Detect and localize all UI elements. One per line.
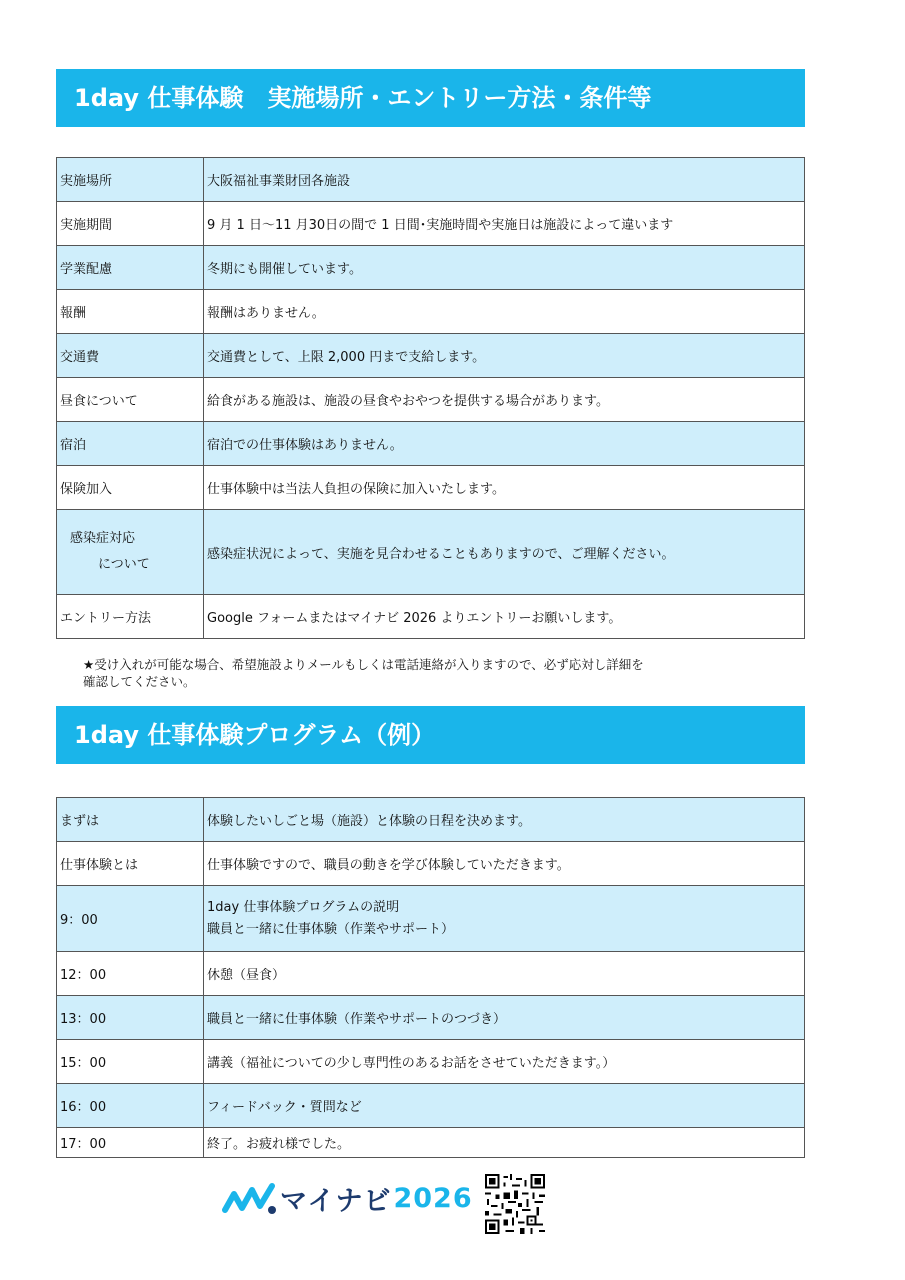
notice-line1: ★受け入れが可能な場合、希望施設よりメールもしくは電話連絡が入りますので、必ず応対し詳細を xyxy=(83,657,644,672)
row-value: 9 月 1 日～11 月30日の間で 1 日間･実施時間や実施日は施設によって違います xyxy=(204,202,805,246)
row-value: 講義（福祉についての少し専門性のあるお話をさせていただきます。） xyxy=(204,1040,805,1084)
conditions-table xyxy=(56,157,805,639)
table-row xyxy=(57,334,805,378)
row-label xyxy=(57,510,204,595)
row-label: 宿泊 xyxy=(57,422,204,466)
logo-year: 2026 xyxy=(393,1182,473,1214)
mynavi-logo xyxy=(222,1178,473,1218)
table-row xyxy=(57,466,805,510)
row-label: 実施場所 xyxy=(57,158,204,202)
row-value-line1: 1day 仕事体験プログラムの説明 xyxy=(207,899,400,915)
row-value: 報酬はありません。 xyxy=(204,290,805,334)
qr-code-icon xyxy=(485,1174,545,1234)
row-label: 実施期間 xyxy=(57,202,204,246)
table-row xyxy=(57,1084,805,1128)
row-label: 報酬 xyxy=(57,290,204,334)
section2-title-banner xyxy=(56,706,805,764)
row-label: まずは xyxy=(57,798,204,842)
row-label: 9：00 xyxy=(57,886,204,952)
row-value: 終了。お疲れ様でした。 xyxy=(204,1128,805,1158)
row-label: 15：00 xyxy=(57,1040,204,1084)
row-value: 休憩（昼食） xyxy=(204,952,805,996)
table-row xyxy=(57,158,805,202)
row-label-line2: について xyxy=(98,557,150,572)
row-value: 給食がある施設は、施設の昼食やおやつを提供する場合があります。 xyxy=(204,378,805,422)
logo-text: マイナビ xyxy=(280,1185,392,1217)
notice-line2: 確認してください。 xyxy=(83,674,196,689)
table-row xyxy=(57,798,805,842)
row-label-line1: 感染症対応 xyxy=(70,531,136,546)
table-row xyxy=(57,378,805,422)
row-label: 学業配慮 xyxy=(57,246,204,290)
row-value: フィードバック・質問など xyxy=(204,1084,805,1128)
row-value: 職員と一緒に仕事体験（作業やサポートのつづき） xyxy=(204,996,805,1040)
table-row xyxy=(57,290,805,334)
section1-title: 1day 仕事体験 実施場所・エントリー方法・条件等 xyxy=(74,84,652,112)
row-value: 大阪福祉事業財団各施設 xyxy=(204,158,805,202)
notice-text xyxy=(83,656,763,690)
row-value-line2: 職員と一緒に仕事体験（作業やサポート） xyxy=(207,921,455,937)
table-row xyxy=(57,1040,805,1084)
table-row xyxy=(57,510,805,595)
row-value: 交通費として、上限 2,000 円まで支給します。 xyxy=(204,334,805,378)
row-label: エントリー方法 xyxy=(57,595,204,639)
row-value: Google フォームまたはマイナビ 2026 よりエントリーお願いします。 xyxy=(204,595,805,639)
row-label: 昼食について xyxy=(57,378,204,422)
row-label: 保険加入 xyxy=(57,466,204,510)
row-value: 感染症状況によって、実施を見合わせることもありますので、ご理解ください。 xyxy=(204,510,805,595)
row-label: 13：00 xyxy=(57,996,204,1040)
row-label: 17：00 xyxy=(57,1128,204,1158)
row-label: 16：00 xyxy=(57,1084,204,1128)
program-table xyxy=(56,797,805,1158)
table-row xyxy=(57,202,805,246)
table-row xyxy=(57,422,805,466)
table-row xyxy=(57,842,805,886)
table-row xyxy=(57,952,805,996)
row-label: 交通費 xyxy=(57,334,204,378)
row-label: 仕事体験とは xyxy=(57,842,204,886)
row-value: 冬期にも開催しています。 xyxy=(204,246,805,290)
table-row xyxy=(57,246,805,290)
table-row xyxy=(57,996,805,1040)
section1-title-banner xyxy=(56,69,805,127)
row-value xyxy=(204,886,805,952)
row-label: 12：00 xyxy=(57,952,204,996)
row-value: 宿泊での仕事体験はありません。 xyxy=(204,422,805,466)
table-row xyxy=(57,595,805,639)
row-value: 体験したいしごと場（施設）と体験の日程を決めます。 xyxy=(204,798,805,842)
mynavi-logo-icon xyxy=(222,1178,278,1218)
table-row xyxy=(57,886,805,952)
row-value: 仕事体験中は当法人負担の保険に加入いたします。 xyxy=(204,466,805,510)
section2-title: 1day 仕事体験プログラム（例） xyxy=(74,721,436,749)
table-row xyxy=(57,1128,805,1158)
row-value: 仕事体験ですので、職員の動きを学び体験していただきます。 xyxy=(204,842,805,886)
